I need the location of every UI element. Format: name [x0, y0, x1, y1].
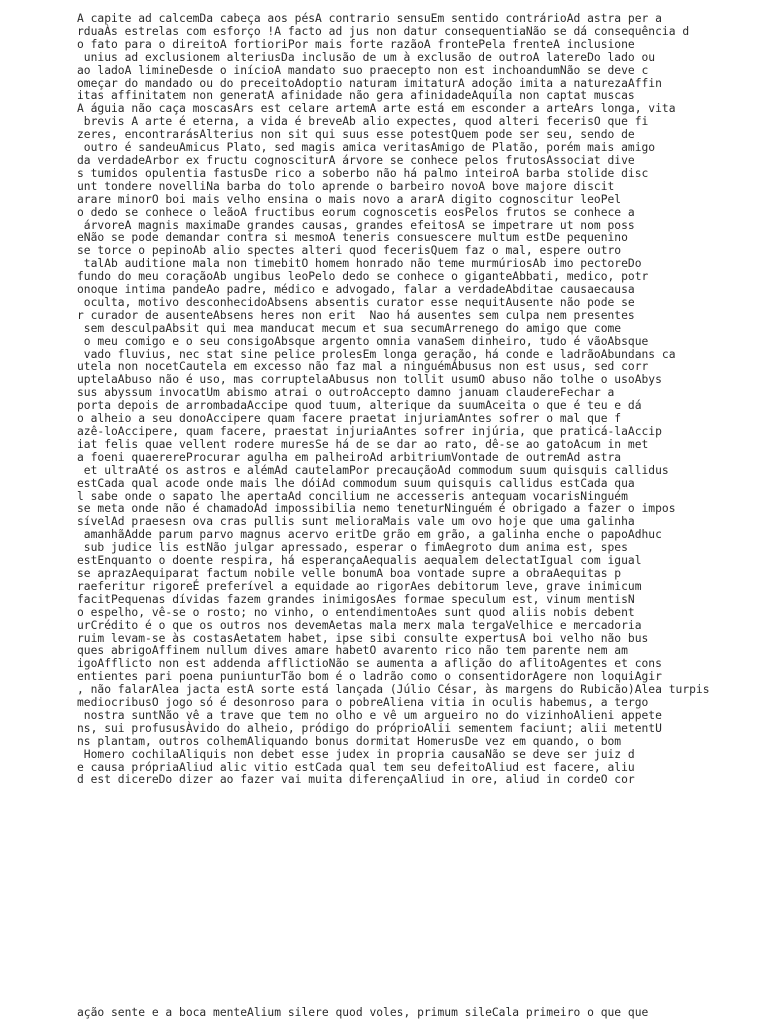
text-line: uptelaAbuso não é uso, mas corruptelaAbusus non tollit usumO abuso não tolhe o usoAbys: [77, 373, 662, 387]
text-line: ques abrigoAffinem nullum dives amare habetO avarento rico não tem parente nem am: [77, 644, 628, 658]
text-line: talAb auditione mala non timebitO homem honrado não teme murmúriosAb imo pectoreDo: [77, 257, 642, 271]
text-line: s tumidos opulentia fastusDe rico a soberbo não há palmo inteiroA barba stolide disc: [77, 166, 649, 180]
text-line: sub judice lis estNão julgar apressado, esperar o fimAegroto dum anima est, spes: [77, 541, 628, 555]
document-footer-line: ação sente e a boca menteAlium silere quod voles, primum sileCala primeiro o que que: [77, 1006, 649, 1019]
text-line: o fato para o direitoA fortioriPor mais forte razãoA frontePela frenteA inclusione: [77, 37, 635, 51]
text-line: raeferitur rigoreÉ preferível a equidade ao rigorAes debitorum leve, grave inimicum: [77, 579, 642, 593]
text-line: eNão se pode demandar contra si mesmoA teneris consuescere multum estDe pequenino: [77, 231, 628, 245]
text-line: utela non nocetCautela em excesso não faz mal a ninguémAbusus non est usus, sed corr: [77, 360, 649, 374]
text-line: zeres, encontrarásAlterius non sit qui suus esse potestQuem pode ser seu, sendo de: [77, 128, 635, 142]
text-line: sus abyssum invocatUm abismo atrai o outroAccepto damno januam claudereFechar a: [77, 386, 615, 400]
text-line: se torce o pepinoAb alio spectes alteri quod fecerisQuem faz o mal, espere outro: [77, 244, 622, 258]
text-line: , não falarAlea jacta estA sorte está lançada (Júlio César, às margens do Rubicão)Alea turpis: [77, 683, 710, 697]
text-line: arare minorO boi mais velho ensina o mais novo a ararA digito cognoscitur leoPel: [77, 192, 622, 206]
text-line: se aprazAequiparat factum nobile velle bonumA boa vontade supre a obraAequitas p: [77, 566, 622, 580]
text-line: entientes pari poena puniunturTão bom é o ladrão como o consentidorAgere non loquiAgir: [77, 670, 662, 684]
text-line: brevis A arte é eterna, a vida é breveAb alio expectes, quod alteri fecerisO que fi: [77, 115, 649, 129]
document-body-text: [77, 13, 757, 787]
text-line: o alheio a seu donoAccipere quam facere praetat injuriamAntes sofrer o mal que f: [77, 412, 622, 426]
text-line: o meu comigo e o seu consigoAbsque argento omnia vanaSem dinheiro, tudo é vãoAbsque: [77, 334, 649, 348]
text-line: unius ad exclusionem alteriusDa inclusão de um à exclusão de outroA latereDo lado ou: [77, 50, 656, 64]
text-line: ns, sui profususÀvido do alheio, pródigo do próprioAlii sementem faciunt; alii metentU: [77, 721, 662, 735]
text-line: A capite ad calcemDa cabeça aos pésA contrario sensuEm sentido contrárioAd astra per a: [77, 12, 662, 25]
text-line: azê-loAccipere, quam facere, praestat injuriaAntes sofrer injúria, que praticá-laAccip: [77, 425, 662, 438]
text-line: omeçar do mandado ou do preceitoAdoptio naturam imitaturA adoção imita a naturezaAffin: [77, 76, 662, 90]
text-line: vado fluvius, nec stat sine pelice prolesEm longa geração, há conde e ladrãoAbundans ca: [77, 347, 676, 361]
text-line: igoAfflicto non est addenda afflictioNão se aumenta a aflição do aflitoAgentes et cons: [77, 657, 662, 671]
text-line: sívelAd praesesn ova cras pullis sunt melioraMais vale um ovo hoje que uma galinha: [77, 515, 635, 529]
text-line: e causa própriaAliud alic vitio estCada qual tem seu defeitoAliud est facere, aliu: [77, 760, 635, 774]
text-line: outro é sandeuAmicus Plato, sed magis amica veritasAmigo de Platão, porém mais amigo: [77, 141, 656, 155]
text-line: fundo do meu coraçãoAb ungibus leoPelo dedo se conhece o giganteAbbati, medico, potr: [77, 270, 649, 284]
text-line: nostra suntNão vê a trave que tem no olho e vê um argueiro no do vizinhoAlieni appete: [77, 708, 662, 722]
text-line: oculta, motivo desconhecidoAbsens absentis curator esse nequitAusente não pode se: [77, 295, 635, 309]
text-line: sem desculpaAbsit qui mea manducat mecum et sua secumArrenego do amigo que come: [77, 321, 622, 335]
text-line: rduaÀs estrelas com esforço !A facto ad jus non datur consequentiaNão se dá consequência d: [77, 24, 690, 38]
text-line: urCrédito é o que os outros nos devemAetas mala merx mala tergaVelhice e mercadoria: [77, 618, 642, 632]
text-line: o dedo se conhece o leãoA fructibus eorum cognoscetis eosPelos frutos se conhece a: [77, 205, 635, 219]
text-line: iat felis quae vellent rodere muresSe há de se dar ao rato, dê-se ao gatoAcum in met: [77, 437, 649, 451]
text-line: A águia não caça moscasArs est celare artemA arte está em esconder a arteArs longa, vita: [77, 102, 676, 116]
text-line: Homero cochilaAliquis non debet esse judex in propria causaNão se deve ser juiz d: [77, 747, 635, 761]
text-line: estEnquanto o doente respira, há esperançaAequalis aequalem delectatIgual com igual: [77, 554, 642, 568]
text-line: estCada qual acode onde mais lhe dóiAd commodum suum quisquis callidus estCada qua: [77, 476, 635, 490]
text-line: porta depois de arrombadaAccipe quod tuum, alterique da suumAceita o que é teu e dá: [77, 399, 642, 413]
text-line: ruim levam-se às costasAetatem habet, ipse sibi consulte expertusA boi velho não bus: [77, 631, 649, 645]
text-line: et ultraAté os astros e alémAd cautelamPor precauçãoAd commodum suum quisquis callidus: [77, 463, 669, 477]
text-line: ao ladoA limineDesde o inícioA mandato suo praecepto non est inchoandumNão se deve c: [77, 63, 649, 77]
text-line: itas affinitatem non generatA afinidade não gera afinidadeAquila non captat muscas: [77, 89, 635, 103]
text-line: da verdadeArbor ex fructu cognosciturA árvore se conhece pelos frutosAssociat dive: [77, 153, 635, 167]
text-line: a foeni quaerereProcurar agulha em palheiroAd arbitriumVontade de outremAd astra: [77, 450, 622, 464]
text-line: árvoreA magnis maximaDe grandes causas, grandes efeitosA se impetrare ut nom poss: [77, 218, 635, 232]
text-line: facitPequenas dívidas fazem grandes inimigosAes formae speculum est, vinum mentisN: [77, 592, 635, 606]
text-line: o espelho, vê-se o rosto; no vinho, o entendimentoAes sunt quod aliis nobis debent: [77, 605, 635, 619]
text-line: l sabe onde o sapato lhe apertaAd concilium ne accesseris antequam vocarisNinguém: [77, 489, 628, 503]
text-line: ns plantam, outros colhemAliquando bonus dormitat HomerusDe vez em quando, o bom: [77, 734, 622, 748]
text-line: amanhãAdde parum parvo magnus acervo eritDe grão em grão, a galinha enche o papoAdhuc: [77, 528, 662, 542]
text-line: se meta onde não é chamadoAd impossibilia nemo teneturNinguém é obrigado a fazer o impos: [77, 502, 676, 516]
text-line: mediocribusO jogo só é desonroso para o pobreAliena vitia in oculis habemus, a tergo: [77, 696, 649, 710]
text-line: r curador de ausenteAbsens heres non erit Nao há ausentes sem culpa nem presentes: [77, 308, 635, 322]
text-line: onoque intima pandeAo padre, médico e advogado, falar a verdadeAbditae causaecausa: [77, 283, 635, 297]
text-line: unt tondere novelliNa barba do tolo aprende o barbeiro novoA bove majore discit: [77, 179, 615, 193]
text-line: d est dicereDo dizer ao fazer vai muita diferençaAliud in ore, aliud in cordeO cor: [77, 773, 635, 787]
